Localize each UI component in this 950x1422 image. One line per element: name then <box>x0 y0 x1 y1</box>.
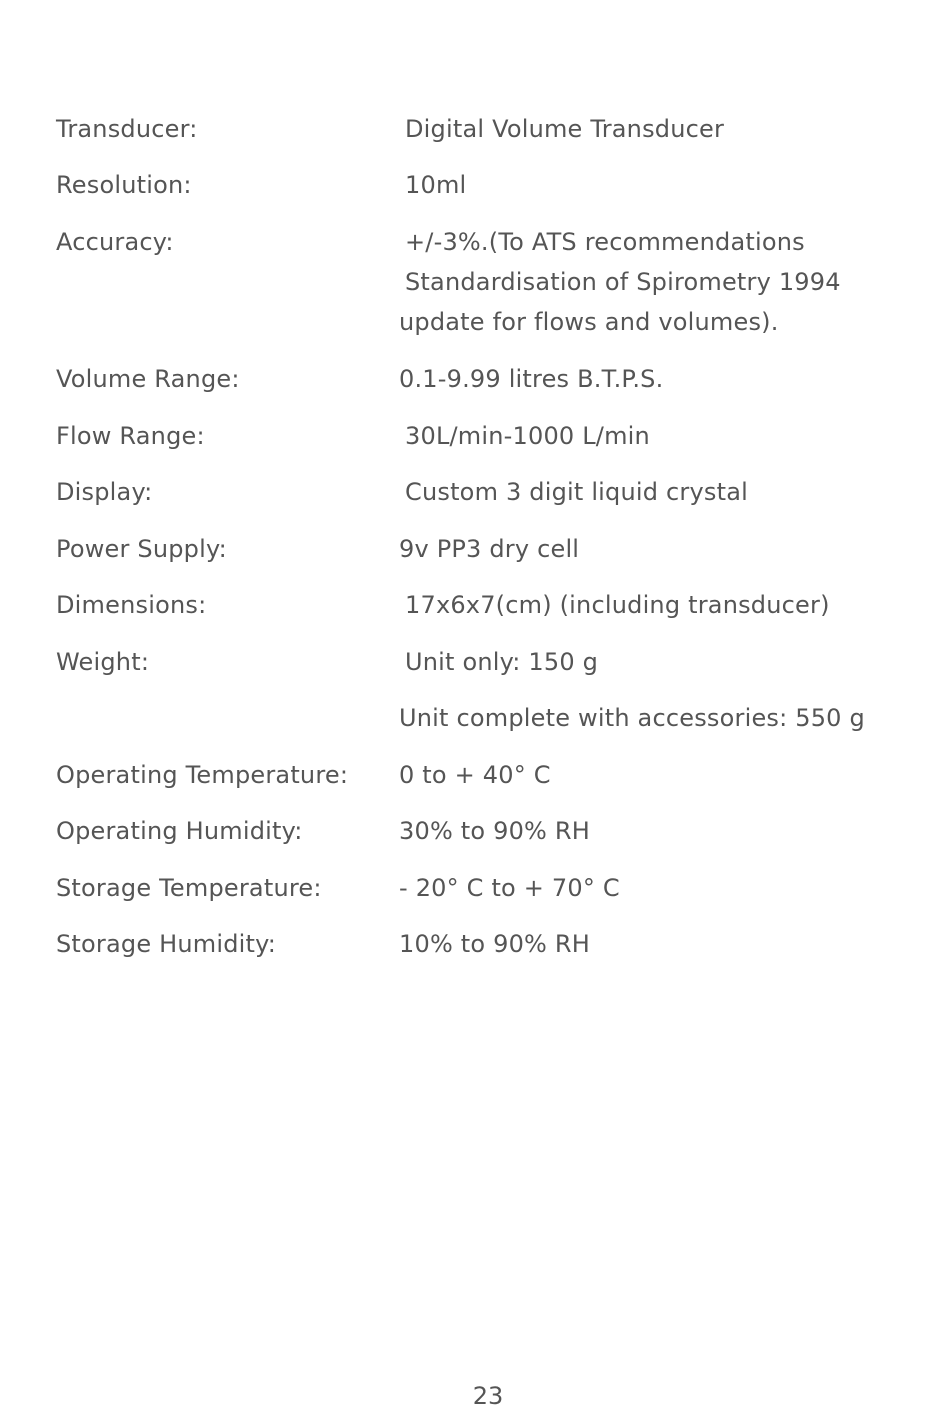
transducer-label: Transducer: <box>56 115 198 143</box>
storage-temperature-label: Storage Temperature: <box>56 874 322 902</box>
storage-humidity-label: Storage Humidity: <box>56 930 277 958</box>
weight-value-line: Unit only: 150 g <box>405 648 599 676</box>
page-number: 23 <box>472 1382 504 1410</box>
operating-temperature-label: Operating Temperature: <box>56 761 349 789</box>
operating-humidity-value: 30% to 90% RH <box>399 817 590 845</box>
weight-label: Weight: <box>56 648 150 676</box>
flow-range-label: Flow Range: <box>56 422 205 450</box>
accuracy-value-line: Standardisation of Spirometry 1994 <box>405 268 841 296</box>
operating-humidity-label: Operating Humidity: <box>56 817 303 845</box>
transducer-value: Digital Volume Transducer <box>405 115 725 143</box>
dimensions-label: Dimensions: <box>56 591 207 619</box>
display-label: Display: <box>56 478 153 506</box>
volume-range-label: Volume Range: <box>56 365 240 393</box>
accuracy-value-line: +/-3%.(To ATS recommendations <box>405 228 805 256</box>
flow-range-value: 30L/min-1000 L/min <box>405 422 650 450</box>
power-supply-value: 9v PP3 dry cell <box>399 535 580 563</box>
dimensions-value: 17x6x7(cm) (including transducer) <box>405 591 830 619</box>
resolution-label: Resolution: <box>56 171 192 199</box>
display-value: Custom 3 digit liquid crystal <box>405 478 748 506</box>
weight-value-line: Unit complete with accessories: 550 g <box>399 704 865 732</box>
storage-temperature-value: - 20° C to + 70° C <box>399 874 620 902</box>
volume-range-value: 0.1-9.99 litres B.T.P.S. <box>399 365 664 393</box>
storage-humidity-value: 10% to 90% RH <box>399 930 590 958</box>
accuracy-value-line: update for flows and volumes). <box>399 308 779 336</box>
operating-temperature-value: 0 to + 40° C <box>399 761 551 789</box>
accuracy-label: Accuracy: <box>56 228 174 256</box>
resolution-value: 10ml <box>405 171 467 199</box>
power-supply-label: Power Supply: <box>56 535 227 563</box>
